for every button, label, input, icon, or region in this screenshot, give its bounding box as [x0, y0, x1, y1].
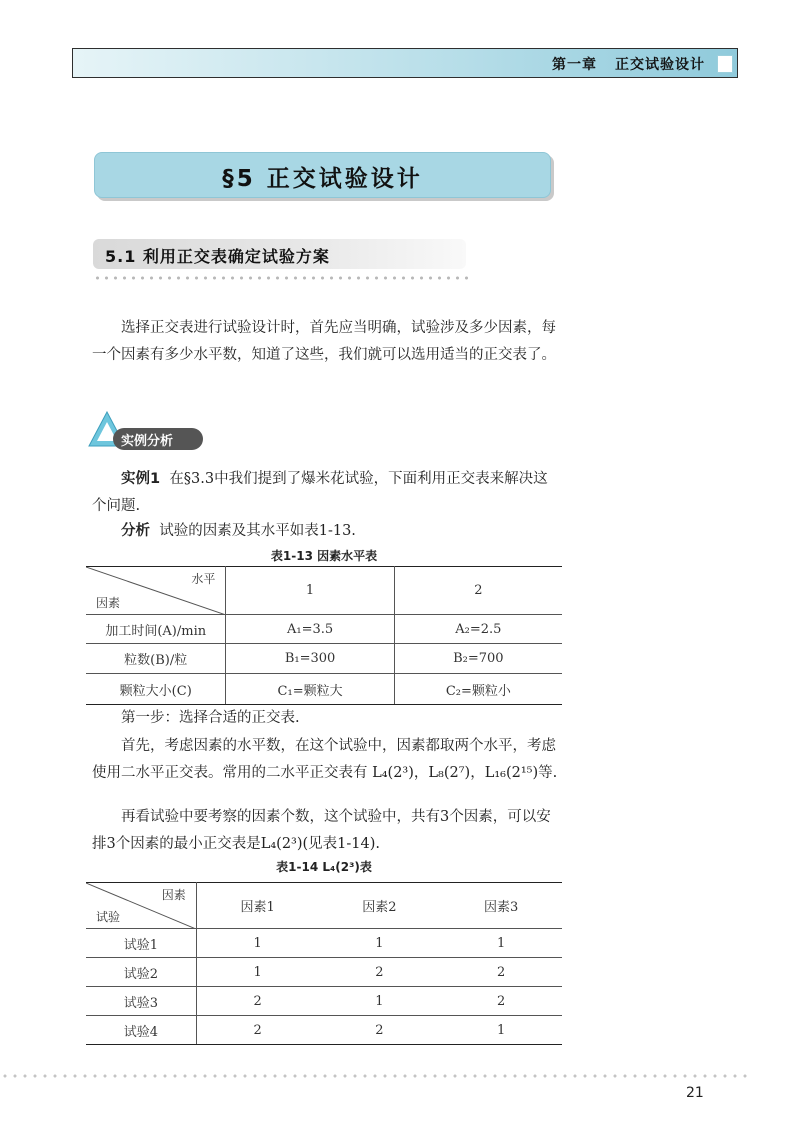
step1-title: 第一步：选择合适的正交表. — [121, 710, 300, 726]
chapter-label: 第一章 — [552, 57, 597, 73]
intro-paragraph: 选择正交表进行试验设计时，首先应当明确，试验涉及多少因素，每一个因素有多少水平数，知道了这些，我们就可以选用适当的正交表了。 — [92, 320, 556, 363]
row-label: 粒数(B)/粒 — [86, 644, 226, 674]
table-cell: 1 — [440, 929, 562, 958]
header-cell: 2 — [394, 567, 562, 615]
example-badge — [113, 428, 203, 450]
example-paragraph — [92, 466, 562, 520]
table-cell: 2 — [440, 987, 562, 1016]
table-cell: 1 — [319, 929, 441, 958]
analysis-label: 分析 — [121, 523, 150, 539]
running-header — [72, 48, 738, 78]
row-label: 试验4 — [86, 1016, 196, 1045]
table13-caption: 表1-13 因素水平表 — [270, 549, 378, 563]
table-row — [86, 929, 562, 958]
table-cell: C₁=颗粒大 — [226, 674, 394, 705]
table-cell: 2 — [196, 987, 318, 1016]
corner-bottom-label: 因素 — [96, 596, 121, 610]
analysis-text: 试验的因素及其水平如表1-13. — [159, 523, 356, 539]
analysis-paragraph — [92, 518, 562, 545]
table-header-row — [86, 883, 562, 929]
step1-paragraph-1: 首先，考虑因素的水平数，在这个试验中，因素都取两个水平，考虑使用二水平正交表。常用的二水平正交表有 L₄(2³)，L₈(2⁷)，L₁₆(2¹⁵)等. — [92, 738, 558, 781]
row-label: 颗粒大小(C) — [86, 674, 226, 705]
table-cell: 1 — [196, 929, 318, 958]
subsection-title: 5.1 利用正交表确定试验方案 — [105, 247, 330, 266]
table-corner-cell — [86, 883, 196, 929]
header-cell: 1 — [226, 567, 394, 615]
section-title: §5 正交试验设计 — [222, 166, 423, 192]
dotted-divider — [93, 276, 468, 280]
factor-level-table — [86, 566, 562, 705]
table-header-row — [86, 567, 562, 615]
table-corner-cell — [86, 567, 226, 615]
table-cell: B₁=300 — [226, 644, 394, 674]
example-badge-label: 实例分析 — [121, 434, 174, 449]
table-row — [86, 958, 562, 987]
table-cell: A₁=3.5 — [226, 615, 394, 644]
row-label: 试验3 — [86, 987, 196, 1016]
footer-dotted-line — [0, 1074, 750, 1078]
subsection-banner — [93, 239, 466, 269]
table-cell: B₂=700 — [394, 644, 562, 674]
table-row — [86, 674, 562, 705]
row-label: 加工时间(A)/min — [86, 615, 226, 644]
example-label: 实例1 — [121, 471, 161, 487]
table-cell: 2 — [196, 1016, 318, 1045]
corner-bottom-label: 试验 — [96, 910, 121, 924]
section-banner — [94, 152, 551, 198]
row-label: 试验1 — [86, 929, 196, 958]
header-cell: 因素2 — [319, 883, 441, 929]
example-text: 在§3.3中我们提到了爆米花试验，下面利用正交表来解决这个问题. — [92, 471, 548, 514]
corner-top-label: 水平 — [191, 572, 216, 586]
corner-top-label: 因素 — [161, 888, 186, 902]
table-cell: C₂=颗粒小 — [394, 674, 562, 705]
table-cell: 2 — [319, 1016, 441, 1045]
table-cell: 2 — [440, 958, 562, 987]
table14-caption: 表1-14 L₄(2³)表 — [276, 860, 372, 874]
table-cell: 1 — [440, 1016, 562, 1045]
table-row — [86, 1016, 562, 1045]
header-cell: 因素1 — [196, 883, 318, 929]
row-label: 试验2 — [86, 958, 196, 987]
table-row — [86, 644, 562, 674]
table-row — [86, 615, 562, 644]
chapter-title: 正交试验设计 — [615, 57, 705, 73]
table-cell: 2 — [319, 958, 441, 987]
orthogonal-table-l4 — [86, 882, 562, 1045]
page-number: 21 — [686, 1085, 704, 1101]
table-cell: 1 — [319, 987, 441, 1016]
header-corner-box — [717, 55, 733, 73]
header-cell: 因素3 — [440, 883, 562, 929]
running-header-text — [552, 54, 705, 74]
step1-paragraph-2: 再看试验中要考察的因素个数，这个试验中，共有3个因素，可以安排3个因素的最小正交表是L₄(2³)(见表1-14). — [92, 809, 551, 852]
table-cell: A₂=2.5 — [394, 615, 562, 644]
table-row — [86, 987, 562, 1016]
table-cell: 1 — [196, 958, 318, 987]
